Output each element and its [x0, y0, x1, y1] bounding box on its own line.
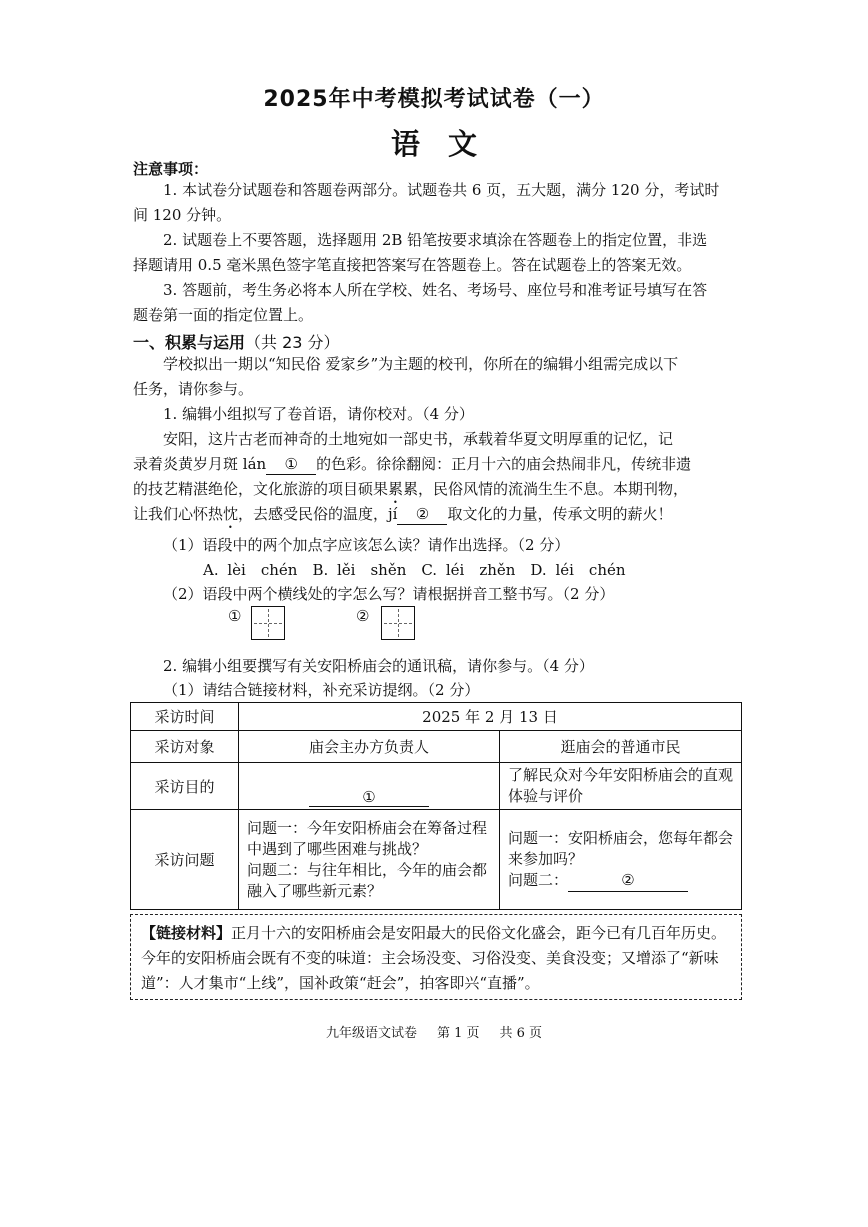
box-1-label: ①	[228, 607, 242, 625]
purpose-citizen: 了解民众对今年安阳桥庙会的直观体验与评价	[500, 763, 742, 810]
label-interview-time: 采访时间	[131, 703, 239, 731]
link-material-text: 正月十六的安阳桥庙会是安阳最大的民俗文化盛会，距今已有几百年历史。今年的安阳桥庙会既有不变的味道：主会场没变、习俗没变、美食没变；又增添了“新味道”：人才集市“上线”，国补政策“赶会”，拍客即兴“直播”。	[141, 924, 727, 992]
passage-line-4-c: 取文化的力量，传承文明的薪火！	[447, 505, 673, 523]
citizen-question-1: 问题一：安阳桥庙会，您每年都会来参加吗？	[508, 828, 734, 868]
dotted-char-lei: 累	[388, 480, 404, 498]
footer-page-number: 第 1 页	[436, 1026, 480, 1041]
link-material-box	[130, 914, 742, 1000]
passage-line-4	[133, 504, 673, 532]
organizer-question-1: 问题一：今年安阳桥庙会在筹备过程中遇到了哪些困难与挑战？	[247, 818, 488, 858]
passage-blank-2: ②	[397, 504, 447, 525]
notes-heading: 注意事项：	[133, 160, 209, 178]
footer-total-pages: 共 6 页	[499, 1026, 543, 1041]
passage-line-2-b: 的色彩。徐徐翻阅：正月十六的庙会热闹非凡，传统非遗	[316, 455, 692, 473]
section-1-score: （共 23 分）	[245, 333, 340, 352]
note-item-2-line-1: 2. 试题卷上不要答题，选择题用 2B 铅笔按要求填涂在答题卷上的指定位置，非选	[163, 231, 708, 249]
target-organizer: 庙会主办方负责人	[239, 731, 500, 763]
passage-line-2	[133, 454, 691, 475]
tianzige-box-1[interactable]	[251, 606, 285, 640]
note-item-3-line-1: 3. 答题前，考生务必将本人所在学校、姓名、考场号、座位号和准考证号填写在答	[163, 281, 708, 299]
passage-line-3-b: 累，民俗风情的流淌生生不息。本期刊物，	[403, 480, 689, 498]
purpose-organizer-cell	[239, 763, 500, 810]
page-footer	[0, 1022, 868, 1041]
question-2-sub-1: （1）请结合链接材料，补充采访提纲。（2 分）	[163, 681, 480, 699]
section-1-title: 一、积累与运用	[133, 333, 246, 352]
note-item-1-line-2: 间 120 分钟。	[133, 206, 232, 224]
table-row	[131, 810, 742, 910]
label-interview-target: 采访对象	[131, 731, 239, 763]
question-blank-2[interactable]: ②	[568, 870, 688, 892]
passage-line-1: 安阳，这片古老而神奇的土地宛如一部史书，承载着华夏文明厚重的记忆，记	[163, 430, 674, 448]
footer-paper-name: 九年级语文试卷	[325, 1026, 417, 1041]
section-1-intro-line-2: 任务，请你参与。	[133, 380, 254, 398]
questions-citizen-cell	[500, 810, 742, 910]
label-interview-questions: 采访问题	[131, 810, 239, 910]
table-row	[131, 731, 742, 763]
exam-title: 2025年中考模拟考试试卷（一）	[263, 87, 605, 112]
passage-line-4-a: 让我们心怀热	[133, 505, 224, 523]
question-2-stem: 2. 编辑小组要撰写有关安阳桥庙会的通讯稿，请你参与。（4 分）	[163, 657, 594, 675]
question-1-sub-1: （1）语段中的两个加点字应该怎么读？请作出选择。（2 分）	[163, 536, 570, 554]
question-1-sub-2: （2）语段中两个横线处的字怎么写？请根据拼音工整书写。（2 分）	[163, 585, 615, 603]
section-1-heading	[133, 330, 340, 353]
table-row	[131, 703, 742, 731]
purpose-blank-1[interactable]: ①	[309, 788, 429, 807]
table-row	[131, 763, 742, 810]
passage-line-2-a: 录着炎黄岁月斑 lán	[133, 455, 267, 473]
subject-title: 语文	[390, 127, 505, 161]
label-interview-purpose: 采访目的	[131, 763, 239, 810]
dotted-char-chen: 忱	[223, 505, 239, 523]
passage-blank-1: ①	[266, 454, 316, 475]
interview-outline-table	[130, 702, 742, 910]
target-citizen: 逛庙会的普通市民	[500, 731, 742, 763]
note-item-2-line-2: 择题请用 0.5 毫米黑色签字笔直接把答案写在答题卷上。答在试题卷上的答案无效。	[133, 256, 692, 274]
organizer-question-2: 问题二：与往年相比，今年的庙会都融入了哪些新元素？	[247, 860, 488, 900]
question-1-options: A. lèi chén B. lěi shěn C. léi zhěn D. léi chén	[203, 561, 626, 579]
interview-time-value: 2025 年 2 月 13 日	[239, 703, 742, 731]
note-item-1-line-1: 1. 本试卷分试题卷和答题卷两部分。试题卷共 6 页，五大题，满分 120 分，考试时	[163, 181, 720, 199]
note-item-3-line-2: 题卷第一面的指定位置上。	[133, 306, 314, 324]
citizen-question-2-label: 问题二：	[508, 870, 569, 889]
box-2-label: ②	[356, 607, 370, 625]
question-1-stem: 1. 编辑小组拟写了卷首语，请你校对。（4 分）	[163, 405, 474, 423]
citizen-question-2	[508, 870, 733, 892]
passage-line-4-b: ，去感受民俗的温度，jí	[238, 505, 398, 523]
section-1-intro-line-1: 学校拟出一期以“知民俗 爱家乡”为主题的校刊，你所在的编辑小组需完成以下	[163, 355, 679, 373]
passage-line-3	[133, 479, 688, 507]
tianzige-box-2[interactable]	[381, 606, 415, 640]
link-material-label: 【链接材料】	[141, 924, 232, 942]
questions-organizer-cell	[239, 810, 500, 910]
passage-line-3-a: 的技艺精湛绝伦，文化旅游的项目硕果	[133, 480, 389, 498]
